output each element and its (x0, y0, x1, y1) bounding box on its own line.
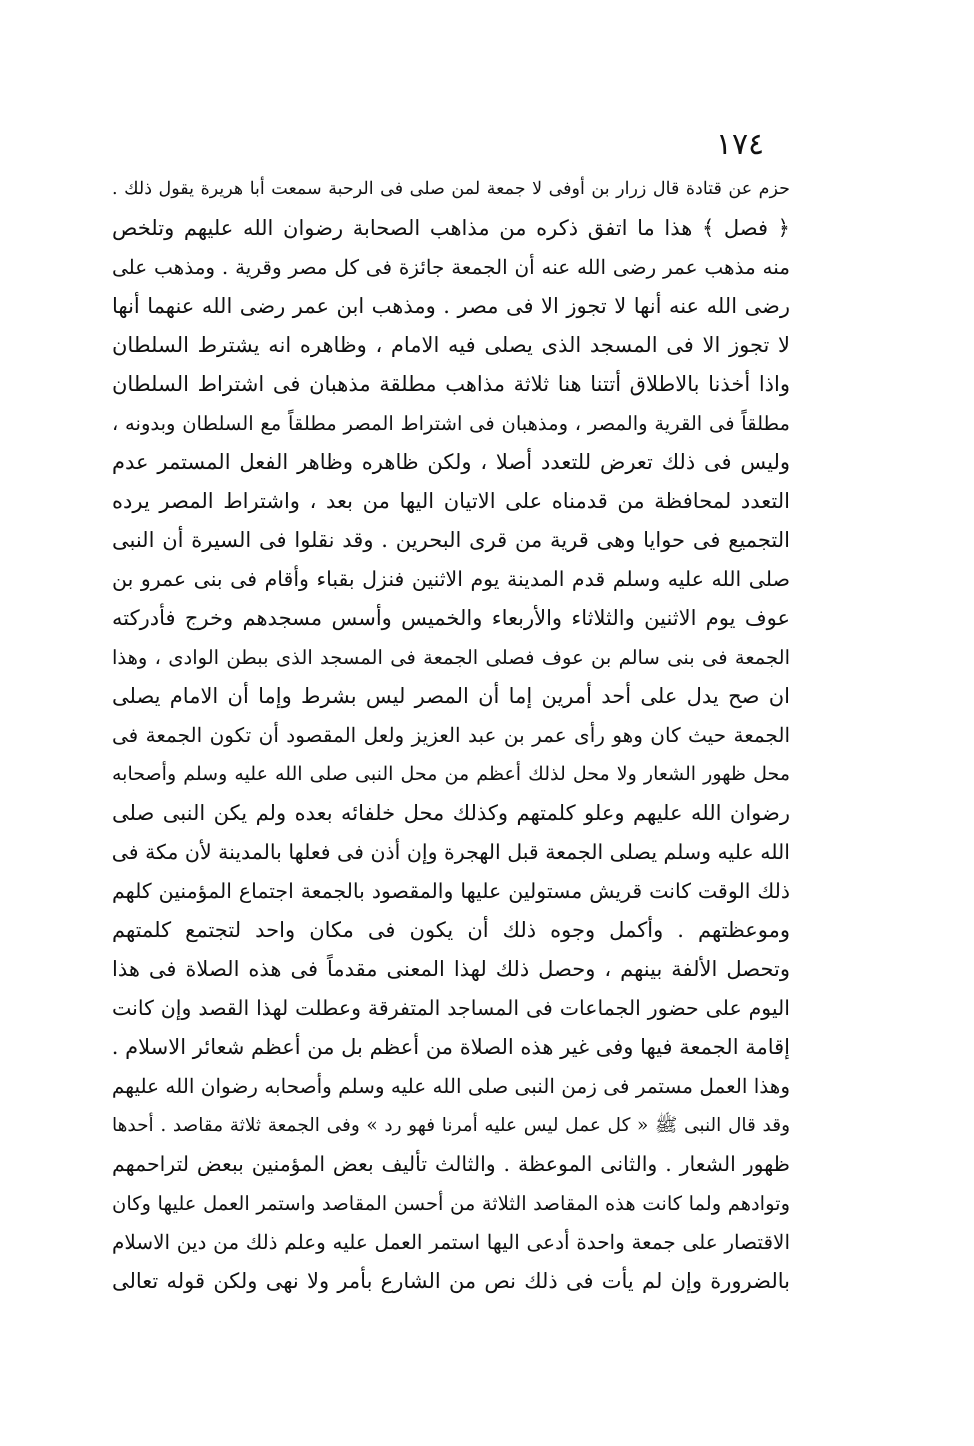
text-line: التعدد لمحافظة من قدمناه على الاتيان اليها من بعد ، واشتراط المصر يرده (112, 489, 790, 513)
text-line: التجميع فى حوايا وهى قرية من قرى البحرين . وقد نقلوا فى السيرة أن النبى (112, 528, 790, 552)
text-line: وموعظتهم . وأكمل وجوه ذلك أن يكون فى مكان واحد لتجتمع كلمتهم (112, 918, 790, 942)
text-line: منه مذهب عمر رضى الله عنه أن الجمعة جائزة فى كل مصر وقرية . ومذهب على (112, 255, 790, 279)
text-line: عوف يوم الاثنين والثلاثاء والأربعاء والخميس وأسس مسجدهم وخرج فأدركته (112, 606, 790, 630)
text-line: إقامة الجمعة فيها وفى غير هذه الصلاة من أعظم بل من أعظم شعائر الاسلام . (112, 1035, 790, 1059)
text-line: ﴿ فصل ﴾ هذا ما اتفق ذكره من مذاهب الصحابة رضوان الله عليهم وتلخص (112, 216, 790, 240)
text-line: صلى الله عليه وسلم قدم المدينة يوم الاثنين فنزل بقباء وأقام فى بنى عمرو بن (112, 567, 790, 591)
text-line: وقد قال النبى ﷺ « كل عمل ليس عليه أمرنا فهو رد » وفى الجمعة ثلاثة مقاصد . أحدها (112, 1115, 790, 1136)
text-line: ان صح يدل على أحد أمرين إما أن المصر ليس بشرط وإما أن الامام يصلى (112, 684, 790, 708)
body-text (112, 170, 790, 1301)
text-line: وتحصل الألفة بينهم ، وحصل ذلك لهذا المعنى مقدماً فى هذه الصلاة فى هذا (112, 957, 790, 981)
text-line: اليوم على حضور الجماعات فى المساجد المتفرقة وعطلت لهذا القصد وإن كانت (112, 996, 790, 1020)
text-line: الله عليه وسلم يصلى الجمعة قبل الهجرة وإن أذن فى فعلها بالمدينة لأن مكة فى (112, 840, 790, 864)
text-line: مطلقاً فى القرية والمصر ، ومذهبان فى اشتراط المصر مطلقاً مع السلطان وبدونه ، (112, 412, 790, 435)
text-line: واذا أخذنا بالاطلاق أتتنا هنا ثلاثة مذاهب مطلقة مذهبان فى اشتراط السلطان (112, 372, 790, 396)
text-line: الجمعة حيث كان وهو رأى عمر بن عبد العزيز ولعل المقصود أن تكون الجمعة فى (112, 723, 790, 747)
text-line: رضى الله عنه أنها لا تجوز الا فى مصر . ومذهب ابن عمر رضى الله عنهما أنها (112, 294, 790, 318)
text-line: الجمعة فى بنى سالم بن عوف فصلى الجمعة فى المسجد الذى ببطن الوادى ، وهذا (112, 646, 790, 669)
text-line: لا تجوز الا فى المسجد الذى يصلى فيه الامام ، وظاهره انه يشترط السلطان (112, 333, 790, 357)
text-line: رضوان الله عليهم وعلو كلمتهم وكذلك محل خلفائه بعده ولم يكن النبى صلى (112, 801, 790, 825)
text-line: محل ظهور الشعار ولا محل لذلك أعظم من محل النبى صلى الله عليه وسلم وأصحابه (112, 763, 790, 785)
text-line: ذلك الوقت كانت قريش مستولين عليها والمقصود بالجمعة اجتماع المؤمنين كلهم (112, 879, 790, 903)
text-line: وتوادهم ولما كانت هذه المقاصد الثلاثة من أحسن المقاصد واستمر العمل عليها وكان (112, 1192, 790, 1215)
text-line: الاقتصار على جمعة واحدة أدعى اليها استمر العمل عليه وعلم ذلك من دين الاسلام (112, 1230, 790, 1254)
text-line: وليس فى ذلك تعرض للتعدد أصلا ، ولكن ظاهره وظاهر الفعل المستمر عدم (112, 450, 790, 474)
text-line: وهذا العمل مستمر فى زمن النبى صلى الله عليه وسلم وأصحابه رضوان الله عليهم (112, 1074, 790, 1098)
text-line: بالضرورة وإن لم يأت فى ذلك نص من الشارع بأمر ولا نهى ولكن قوله تعالى (112, 1269, 790, 1293)
text-line: ظهور الشعار . والثانى الموعظة . والثالث تأليف بعض المؤمنين ببعض لتراحمهم (112, 1152, 790, 1176)
page-number: ١٧٤ (715, 127, 765, 162)
text-line: حزم عن قتادة قال زرار بن أوفى لا جمعة لمن صلى فى الرحبة سمعت أبا هريرة يقول ذلك . (112, 179, 790, 199)
